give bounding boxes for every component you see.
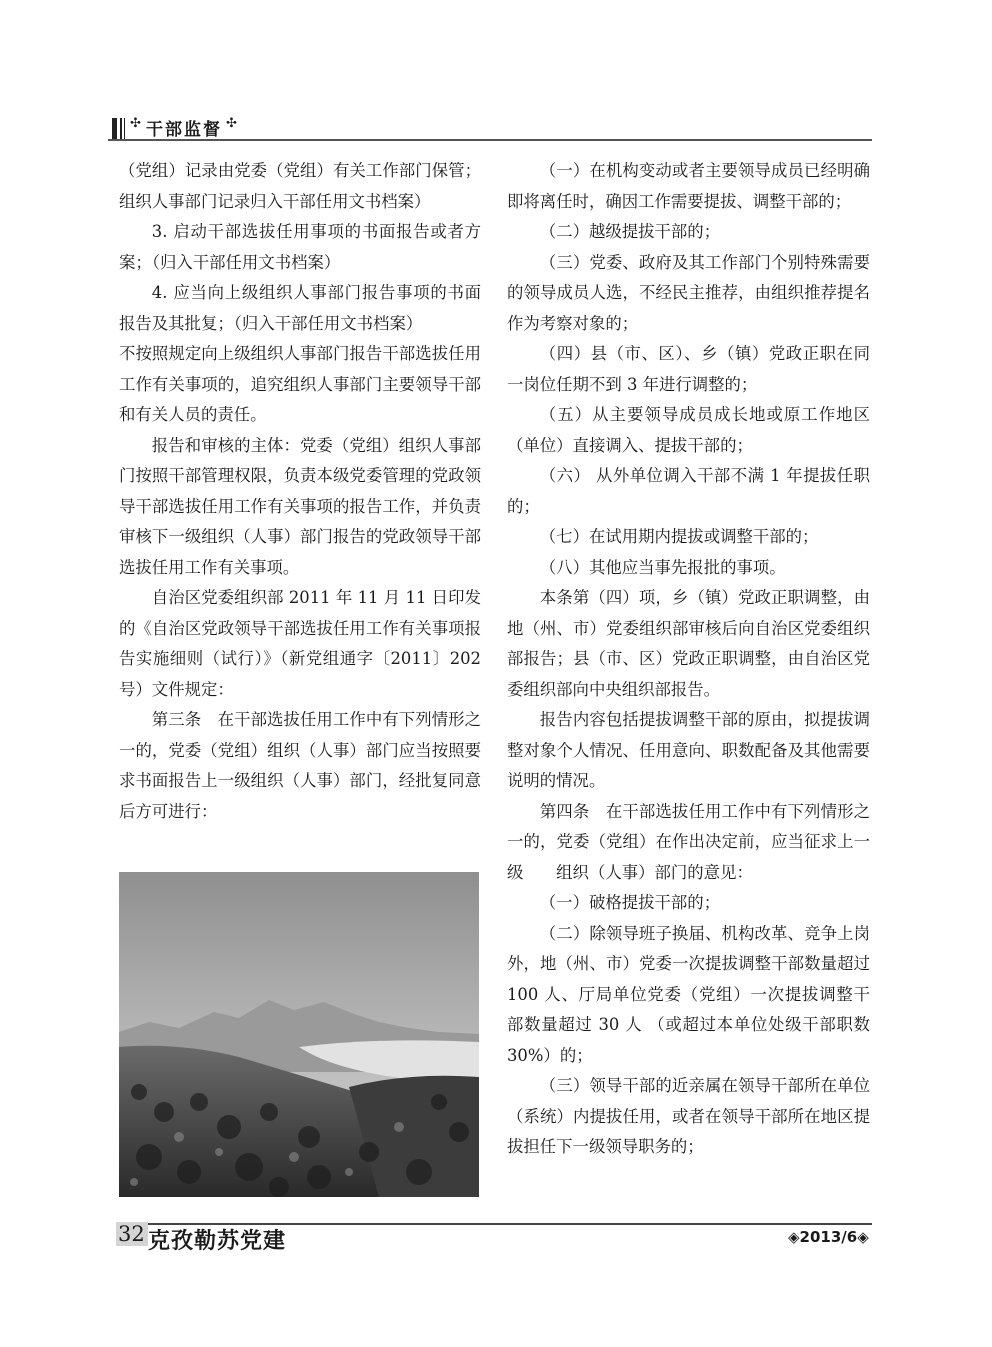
page-header — [108, 112, 872, 142]
paragraph: （四）县（市、区）、乡（镇）党政正职在同一岗位任期不到 3 年进行调整的； — [507, 344, 870, 394]
paragraph: （二）除领导班子换届、机构改革、竞争上岗外，地（州、市）党委一次提拔调整干部数量超过 100 人、厅局单位党委（党组）一次提拔调整干部数量超过 30 人 （或超过本单位处级干部职数 30%）的； — [507, 923, 870, 1065]
paragraph: 报告和审核的主体：党委（党组）组织人事部门按照干部管理权限，负责本级党委管理的党政领导干部选拔任用工作有关事项的报告工作，并负责审核下一级组织（人事）部门报告的党政领导干部选拔任用工作有关事项。 — [119, 435, 481, 577]
paragraph: （党组）记录由党委（党组）有关工作部门保管；组织人事部门记录归入干部任用文书档案） — [119, 161, 481, 211]
page-number: 32 — [116, 1222, 148, 1246]
issue-date: ◈2013/6◈ — [788, 1228, 869, 1246]
ornament-icon: ✣ — [130, 116, 141, 131]
paragraph: （五）从主要领导成员成长地或原工作地区（单位）直接调入、提拔干部的； — [507, 405, 870, 455]
header-bars-decoration — [112, 118, 128, 140]
paragraph: 第四条 在干部选拔任用工作中有下列情形之一的，党委（党组）在作出决定前，应当征求上一级 组织（人事）部门的意见： — [507, 801, 870, 882]
paragraph: 第三条 在干部选拔任用工作中有下列情形之一的，党委（党组）组织（人事）部门应当按照要求书面报告上一级组织（人事）部门，经批复同意后方可进行： — [119, 710, 481, 821]
section-title: 干部监督 — [146, 120, 222, 140]
paragraph: （三）党委、政府及其工作部门个别特殊需要的领导成员人选，不经民主推荐，由组织推荐提名作为考察对象的； — [507, 252, 870, 333]
paragraph: （三）领导干部的近亲属在领导干部所在单位（系统）内提拔任用，或者在领导干部所在地区提拔担任下一级领导职务的； — [507, 1076, 870, 1156]
landscape-photo — [119, 872, 479, 1197]
paragraph: 3. 启动干部选拔任用事项的书面报告或者方案；（归入干部任用文书档案） — [119, 222, 481, 272]
paragraph: （二）越级提拔干部的； — [539, 222, 721, 241]
paragraph: （一）在机构变动或者主要领导成员已经明确即将离任时，确因工作需要提拔、调整干部的； — [507, 161, 870, 211]
ornament-icon: ✣ — [226, 116, 237, 131]
left-column — [119, 156, 481, 827]
paragraph: （八）其他应当事先报批的事项。 — [539, 557, 786, 577]
paragraph: 4. 应当向上级组织人事部门报告事项的书面报告及其批复；（归入干部任用文书档案） — [119, 283, 481, 333]
paragraph: 报告内容包括提拔调整干部的原由，拟提拔调整对象个人情况、任用意向、职数配备及其他需要说明的情况。 — [507, 710, 870, 790]
right-column — [507, 156, 870, 1163]
paragraph: （六） 从外单位调入干部不满 1 年提拔任职的； — [507, 466, 870, 516]
paragraph: （七）在试用期内提拔或调整干部的； — [539, 527, 819, 546]
header-rule — [108, 139, 872, 141]
paragraph: （一）破格提拔干部的； — [539, 893, 721, 912]
paragraph: 不按照规定向上级组织人事部门报告干部选拔任用工作有关事项的，追究组织人事部门主要领导干部和有关人员的责任。 — [119, 344, 481, 424]
magazine-title: 克孜勒苏党建 — [148, 1228, 287, 1254]
paragraph: 自治区党委组织部 2011 年 11 月 11 日印发的《自治区党政领导干部选拔任用工作有关事项报告实施细则（试行）》（新党组通字〔2011〕202号）文件规定： — [119, 588, 481, 699]
paragraph: 本条第（四）项，乡（镇）党政正职调整，由地（州、市）党委组织部审核后向自治区党委组织部报告；县（市、区）党政正职调整，由自治区党委组织部向中央组织部报告。 — [507, 588, 870, 699]
